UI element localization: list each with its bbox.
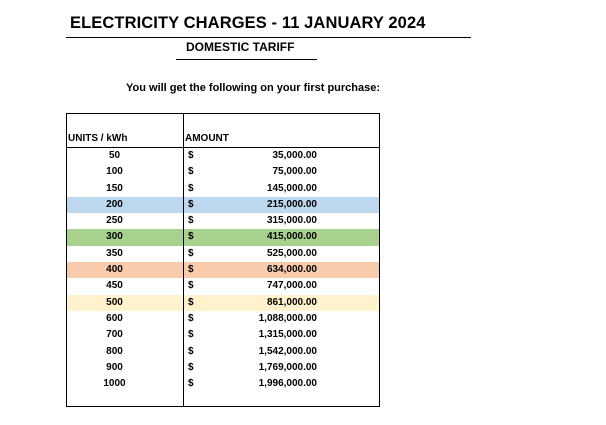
amount-cell: 1,088,000.00: [258, 312, 317, 324]
table-row: [67, 229, 379, 245]
units-cell: 150: [106, 182, 123, 194]
units-cell: 500: [106, 296, 123, 308]
currency-symbol: $: [188, 296, 194, 308]
units-cell: 300: [106, 231, 123, 243]
currency-symbol: $: [188, 247, 194, 259]
amount-cell: 1,315,000.00: [258, 329, 317, 341]
subtitle-underline: [176, 59, 317, 60]
currency-symbol: $: [188, 264, 194, 276]
currency-symbol: $: [188, 182, 194, 194]
table-row: [67, 327, 379, 343]
units-cell: 250: [106, 215, 123, 227]
amount-cell: 747,000.00: [266, 280, 317, 292]
table-row: [67, 148, 379, 164]
table-row: [67, 376, 379, 392]
table-row: [67, 311, 379, 327]
currency-symbol: $: [188, 231, 194, 243]
header-units: UNITS / kWh: [68, 133, 128, 144]
document-title: ELECTRICITY CHARGES - 11 JANUARY 2024: [70, 14, 426, 32]
amount-cell: 525,000.00: [266, 247, 317, 259]
amount-cell: 1,769,000.00: [258, 361, 317, 373]
currency-symbol: $: [188, 378, 194, 390]
currency-symbol: $: [188, 345, 194, 357]
units-cell: 700: [106, 329, 123, 341]
currency-symbol: $: [188, 198, 194, 210]
purchase-note: You will get the following on your first purchase:: [126, 82, 381, 94]
units-cell: 100: [106, 166, 123, 178]
table-row: [67, 262, 379, 278]
units-cell: 50: [108, 150, 121, 161]
table-row: [67, 181, 379, 197]
document-subtitle: DOMESTIC TARIFF: [186, 40, 295, 54]
table-rows: [67, 148, 379, 392]
table-row: [67, 278, 379, 294]
units-cell: 800: [106, 345, 123, 357]
currency-symbol: $: [188, 166, 194, 178]
units-cell: 1000: [103, 378, 126, 390]
amount-cell: 1,996,000.00: [258, 378, 317, 390]
column-divider: [183, 114, 184, 406]
amount-cell: 861,000.00: [266, 296, 317, 308]
currency-symbol: $: [188, 150, 194, 161]
currency-symbol: $: [188, 215, 194, 227]
table-row: [67, 295, 379, 311]
currency-symbol: $: [188, 361, 194, 373]
table-row: [67, 246, 379, 262]
amount-cell: 1,542,000.00: [258, 345, 317, 357]
table-row: [67, 360, 379, 376]
units-cell: 900: [106, 361, 123, 373]
amount-cell: 145,000.00: [266, 182, 317, 194]
amount-cell: 215,000.00: [266, 198, 317, 210]
units-cell: 200: [106, 198, 123, 210]
amount-cell: 415,000.00: [266, 231, 317, 243]
units-cell: 450: [106, 280, 123, 292]
table-row: [67, 197, 379, 213]
units-cell: 600: [106, 312, 123, 324]
units-cell: 400: [106, 264, 123, 276]
table-row: [67, 164, 379, 180]
currency-symbol: $: [188, 329, 194, 341]
amount-cell: 75,000.00: [272, 166, 317, 178]
tariff-table: [66, 113, 380, 407]
header-amount: AMOUNT: [185, 133, 229, 144]
amount-cell: 315,000.00: [266, 215, 317, 227]
amount-cell: 634,000.00: [266, 264, 317, 276]
table-row: [67, 213, 379, 229]
currency-symbol: $: [188, 280, 194, 292]
title-underline: [66, 37, 471, 38]
table-row: [67, 344, 379, 360]
amount-cell: 35,000.00: [272, 150, 317, 161]
currency-symbol: $: [188, 312, 194, 324]
units-cell: 350: [106, 247, 123, 259]
